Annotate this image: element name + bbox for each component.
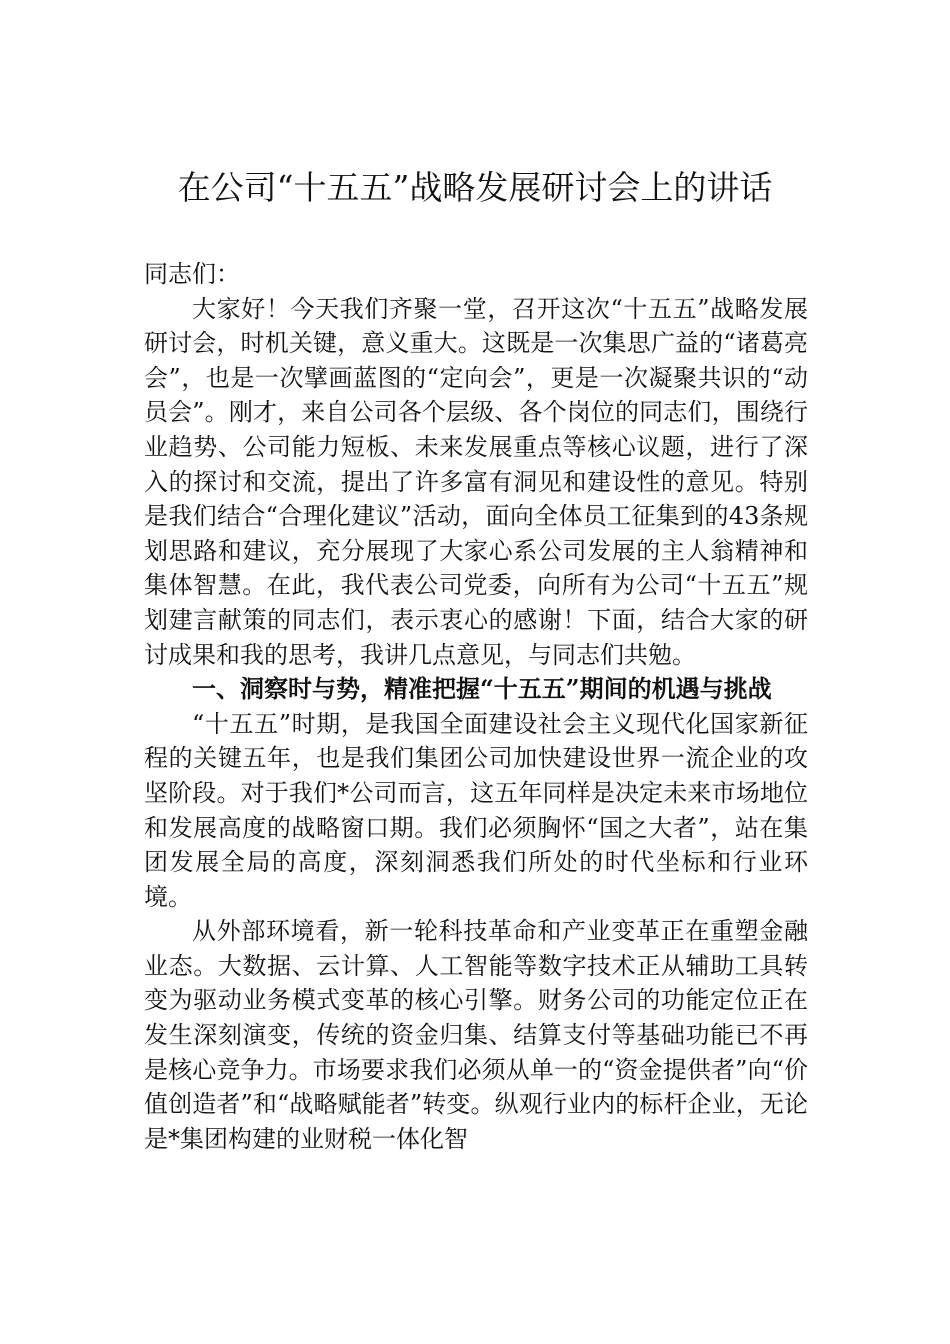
section-heading: 一、洞察时与势，精准把握“十五五”期间的机遇与挑战: [192, 674, 772, 704]
salutation: 同志们：: [144, 260, 240, 288]
section-paragraph: 从外部环境看，新一轮科技革命和产业变革正在重塑金融业态。大数据、云计算、人工智能等数字技术正从辅助工具转变为驱动业务模式变革的核心引擎。财务公司的功能定位正在发生深刻演变，传统的资金归集、结算支付等基础功能已不再是核心竞争力。市场要求我们必须从单一的“资金提供者”向“价值创造者”和“战略赋能者”转变。纵观行业内的标杆企业，无论是*集团构建的业财税一体化智: [144, 917, 808, 1153]
section-paragraph: “十五五”时期，是我国全面建设社会主义现代化国家新征程的关键五年，也是我们集团公司加快建设世界一流企业的攻坚阶段。对于我们*公司而言，这五年同样是决定未来市场地位和发展高度的战略窗口期。我们必须胸怀“国之大者”，站在集团发展全局的高度，深刻洞悉我们所处的时代坐标和行业环境。: [144, 709, 808, 911]
document-body: [144, 257, 808, 1156]
document-title: 在公司“十五五”战略发展研讨会上的讲话: [177, 168, 773, 207]
opening-paragraph: 大家好！今天我们齐聚一堂，召开这次“十五五”战略发展研讨会，时机关键，意义重大。这既是一次集思广益的“诸葛亮会”，也是一次擘画蓝图的“定向会”，更是一次凝聚共识的“动员会”。刚才，来自公司各个层级、各个岗位的同志们，围绕行业趋势、公司能力短板、未来发展重点等核心议题，进行了深入的探讨和交流，提出了许多富有洞见和建设性的意见。特别是我们结合“合理化建议”活动，面向全体员工征集到的43条规划思路和建议，充分展现了大家心系公司发展的主人翁精神和集体智慧。在此，我代表公司党委，向所有为公司“十五五”规划建言献策的同志们，表示衷心的感谢！下面，结合大家的研讨成果和我的思考，我讲几点意见，与同志们共勉。: [144, 294, 808, 669]
